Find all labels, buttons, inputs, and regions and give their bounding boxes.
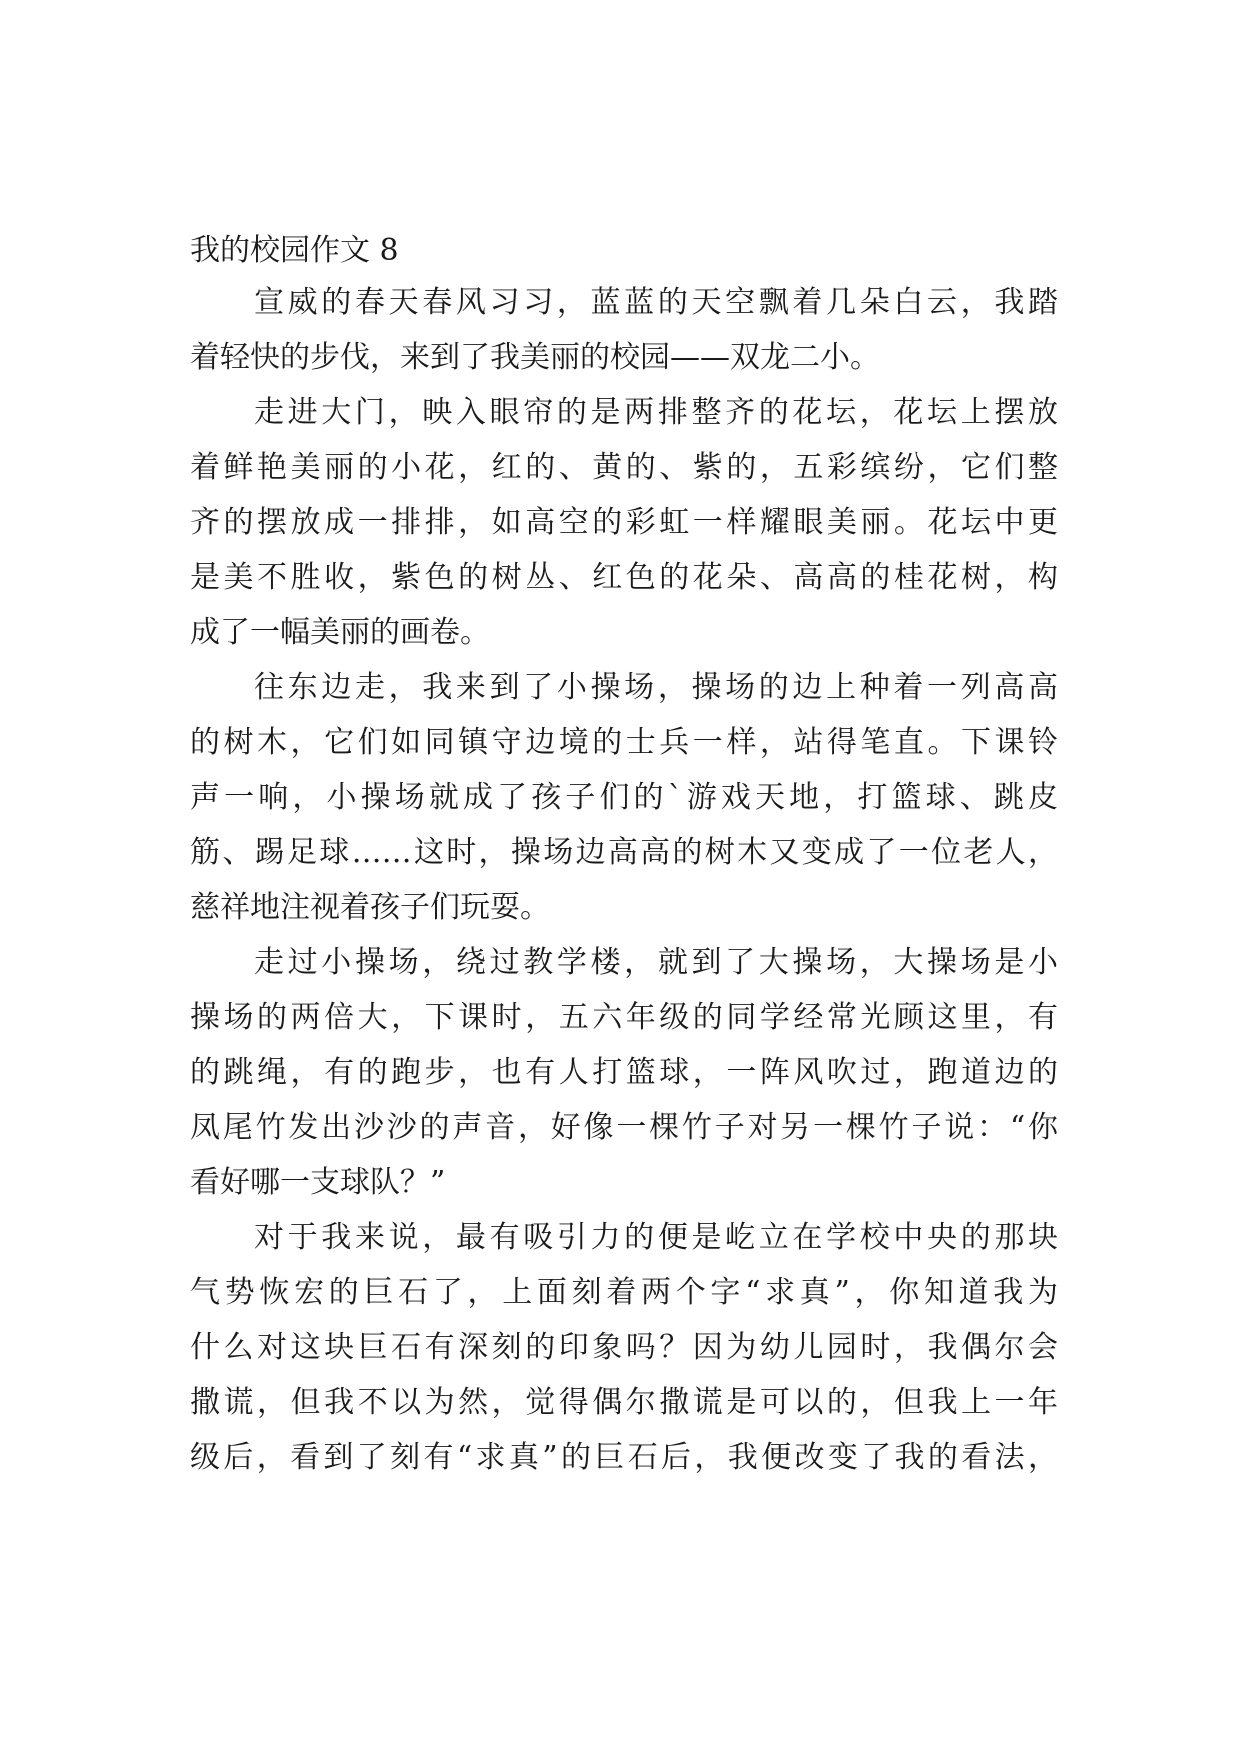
text-line: 级后，看到了刻有“求真”的巨石后，我便改变了我的看法， xyxy=(190,1440,1058,1475)
document-page xyxy=(190,0,1058,1754)
text-line: 凤尾竹发出沙沙的声音，好像一棵竹子对另一棵竹子说：“你 xyxy=(190,1110,1058,1145)
text-line: 往东边走，我来到了小操场，操场的边上种着一列高高 xyxy=(254,670,1058,705)
text-line: 对于我来说，最有吸引力的便是屹立在学校中央的那块 xyxy=(254,1220,1058,1255)
text-line: 什么对这块巨石有深刻的印象吗？因为幼儿园时，我偶尔会 xyxy=(190,1330,1058,1365)
document-title: 我的校园作文 8 xyxy=(190,233,399,268)
text-line: 操场的两倍大，下课时，五六年级的同学经常光顾这里，有 xyxy=(190,1000,1058,1035)
text-line: 着鲜艳美丽的小花，红的、黄的、紫的，五彩缤纷，它们整 xyxy=(190,450,1058,485)
text-line: 气势恢宏的巨石了，上面刻着两个字“求真”，你知道我为 xyxy=(190,1275,1058,1310)
text-line: 走进大门，映入眼帘的是两排整齐的花坛，花坛上摆放 xyxy=(254,395,1058,430)
text-line: 齐的摆放成一排排，如高空的彩虹一样耀眼美丽。花坛中更 xyxy=(190,505,1058,540)
text-line: 着轻快的步伐，来到了我美丽的校园——双龙二小。 xyxy=(190,340,880,375)
text-line: 的树木，它们如同镇守边境的士兵一样，站得笔直。下课铃 xyxy=(190,725,1058,760)
text-line: 的跳绳，有的跑步，也有人打篮球，一阵风吹过，跑道边的 xyxy=(190,1055,1058,1090)
text-line: 慈祥地注视着孩子们玩耍。 xyxy=(190,890,550,925)
text-line: 走过小操场，绕过教学楼，就到了大操场，大操场是小 xyxy=(254,945,1058,980)
text-line: 声一响，小操场就成了孩子们的`游戏天地，打篮球、跳皮 xyxy=(190,780,1058,815)
text-line: 撒谎，但我不以为然，觉得偶尔撒谎是可以的，但我上一年 xyxy=(190,1385,1058,1420)
text-line: 是美不胜收，紫色的树丛、红色的花朵、高高的桂花树，构 xyxy=(190,560,1058,595)
text-line: 筋、踢足球……这时，操场边高高的树木又变成了一位老人， xyxy=(190,835,1058,870)
text-line: 看好哪一支球队？” xyxy=(190,1165,446,1200)
text-line: 成了一幅美丽的画卷。 xyxy=(190,615,490,650)
text-line: 宣威的春天春风习习，蓝蓝的天空飘着几朵白云，我踏 xyxy=(254,285,1058,320)
